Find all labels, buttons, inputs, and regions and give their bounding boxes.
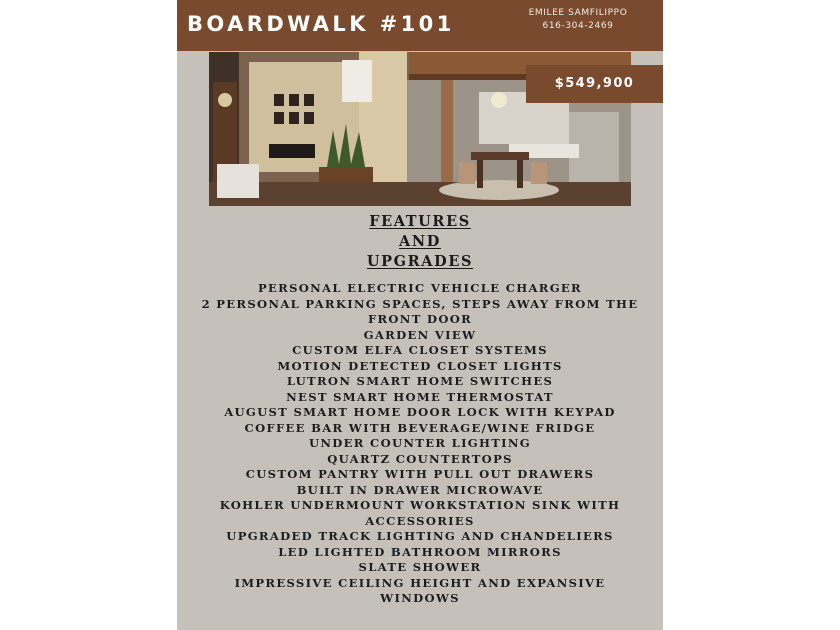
feature-item: LED LIGHTED BATHROOM MIRRORS xyxy=(278,544,562,559)
feature-item-continued: FRONT DOOR xyxy=(367,312,473,326)
feature-item: UNDER COUNTER LIGHTING xyxy=(308,436,532,450)
feature-item: LUTRON SMART HOME SWITCHES xyxy=(286,374,554,388)
feature-item: UPGRADED TRACK LIGHTING AND CHANDELIERS xyxy=(226,529,614,543)
feature-item: MOTION DETECTED CLOSET LIGHTS xyxy=(277,358,563,373)
feature-item-continued: WINDOWS xyxy=(380,591,460,605)
feature-item: QUARTZ COUNTERTOPS xyxy=(327,451,513,466)
feature-item: BUILT IN DRAWER MICROWAVE xyxy=(296,482,544,497)
price-badge: $549,900 xyxy=(526,65,663,103)
listing-flyer xyxy=(177,0,663,630)
features-heading-line: UPGRADES xyxy=(366,253,474,270)
feature-item: CUSTOM PANTRY WITH PULL OUT DRAWERS xyxy=(245,467,595,481)
feature-item: CUSTOM ELFA CLOSET SYSTEMS xyxy=(292,343,548,357)
features-heading xyxy=(177,212,663,272)
agent-phone: 616-304-2469 xyxy=(542,21,614,31)
agent-name: EMILEE SAMFILIPPO xyxy=(528,8,628,18)
feature-item: 2 PERSONAL PARKING SPACES, STEPS AWAY FROM THE xyxy=(201,296,639,311)
feature-item: SLATE SHOWER xyxy=(358,560,482,574)
agent-contact xyxy=(513,7,643,33)
listing-title: BOARDWALK #101 xyxy=(187,12,455,36)
features-heading-line: FEATURES xyxy=(369,213,471,230)
feature-item: COFFEE BAR WITH BEVERAGE/WINE FRIDGE xyxy=(244,420,596,435)
feature-item: KOHLER UNDERMOUNT WORKSTATION SINK WITH xyxy=(219,498,621,512)
features-list xyxy=(183,281,657,607)
feature-item: PERSONAL ELECTRIC VEHICLE CHARGER xyxy=(258,281,582,295)
feature-item-continued: ACCESSORIES xyxy=(365,513,475,528)
feature-item: IMPRESSIVE CEILING HEIGHT AND EXPANSIVE xyxy=(234,575,606,590)
feature-item: GARDEN VIEW xyxy=(363,327,477,342)
header-bar xyxy=(177,0,663,51)
feature-item: NEST SMART HOME THERMOSTAT xyxy=(286,389,554,404)
feature-item: AUGUST SMART HOME DOOR LOCK WITH KEYPAD xyxy=(224,405,616,419)
features-heading-line: AND xyxy=(399,233,441,250)
